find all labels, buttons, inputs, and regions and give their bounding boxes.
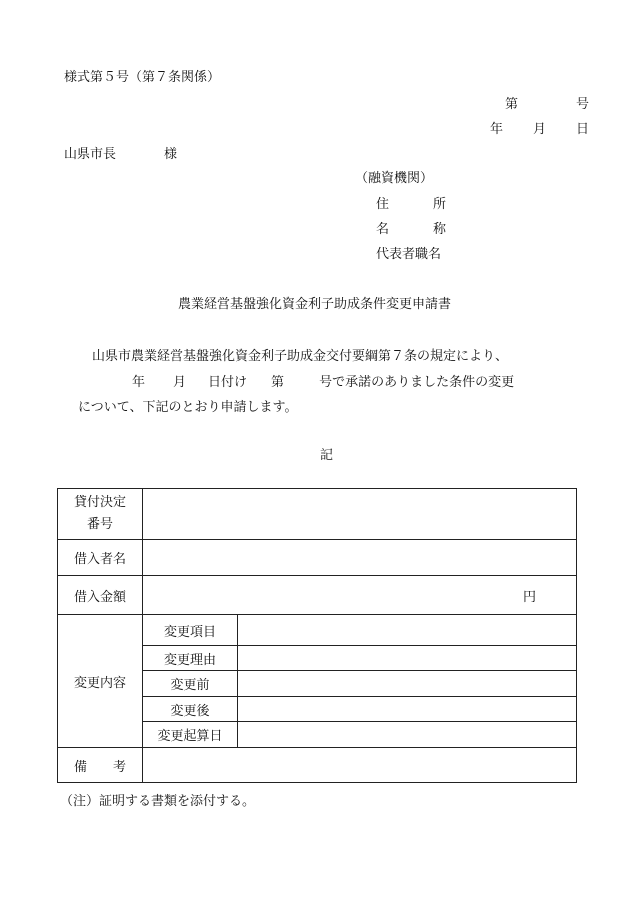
form-number: 様式第５号（第７条関係） [64,70,221,85]
remarks-label-2: 考 [113,759,127,775]
start-date-label: 変更起算日 [143,722,238,748]
remarks-label-1: 備 [73,759,87,775]
change-content-label: 変更内容 [58,615,143,748]
yen-unit: 円 [522,589,536,605]
remarks-value[interactable] [143,748,577,783]
after-label: 変更後 [143,697,238,722]
date-day: 日 [576,122,590,137]
change-item-value[interactable] [238,615,577,646]
name-label-2: 称 [433,222,447,237]
change-reason-label: 変更理由 [143,646,238,671]
borrower-value[interactable] [143,540,577,576]
date-year: 年 [490,122,504,137]
document-title: 農業経営基盤強化資金利子助成条件変更申請書 [178,297,452,312]
borrower-label: 借入者名 [58,540,143,576]
row-remarks [58,748,577,783]
after-value[interactable] [238,697,577,722]
application-table [57,488,577,783]
name-label-1: 名 [376,222,390,237]
remarks-label [58,748,143,783]
doc-number-prefix: 第 [505,97,519,112]
body-year: 年 [132,375,146,390]
body-line-2 [132,371,514,390]
addressee: 山県市長 [64,147,117,162]
start-date-value[interactable] [238,722,577,748]
loan-decision-value[interactable] [143,489,577,540]
representative-label: 代表者職名 [376,247,442,262]
applicant-group-label: （融資機関） [355,171,434,186]
address-label-2: 所 [433,197,447,212]
body-line-1: 山県市農業経営基盤強化資金利子助成金交付要綱第７条の規定により、 [92,349,509,364]
loan-decision-label [58,489,143,540]
body-month: 月 [173,375,187,390]
body-line-2-rest: 号で承諾のありました条件の変更 [319,375,515,390]
loan-decision-label-1: 貸付決定 [73,495,126,510]
row-change-item [58,615,577,646]
date-month: 月 [533,122,547,137]
note: （注）証明する書類を添付する。 [60,794,256,809]
honorific: 様 [164,147,178,162]
loan-decision-label-2: 番号 [86,517,113,532]
row-borrower [58,540,577,576]
amount-value[interactable] [143,576,577,615]
change-item-label: 変更項目 [143,615,238,646]
doc-number-suffix: 号 [576,97,590,112]
before-label: 変更前 [143,671,238,697]
body-line-3: について、下記のとおり申請します。 [78,400,298,415]
body-number-prefix: 第 [271,375,285,390]
row-loan-decision [58,489,577,540]
before-value[interactable] [238,671,577,697]
ki-heading: 記 [320,448,334,463]
address-label-1: 住 [376,197,390,212]
row-amount [58,576,577,615]
amount-label: 借入金額 [58,576,143,615]
change-reason-value[interactable] [238,646,577,671]
body-day: 日付け [208,375,248,390]
